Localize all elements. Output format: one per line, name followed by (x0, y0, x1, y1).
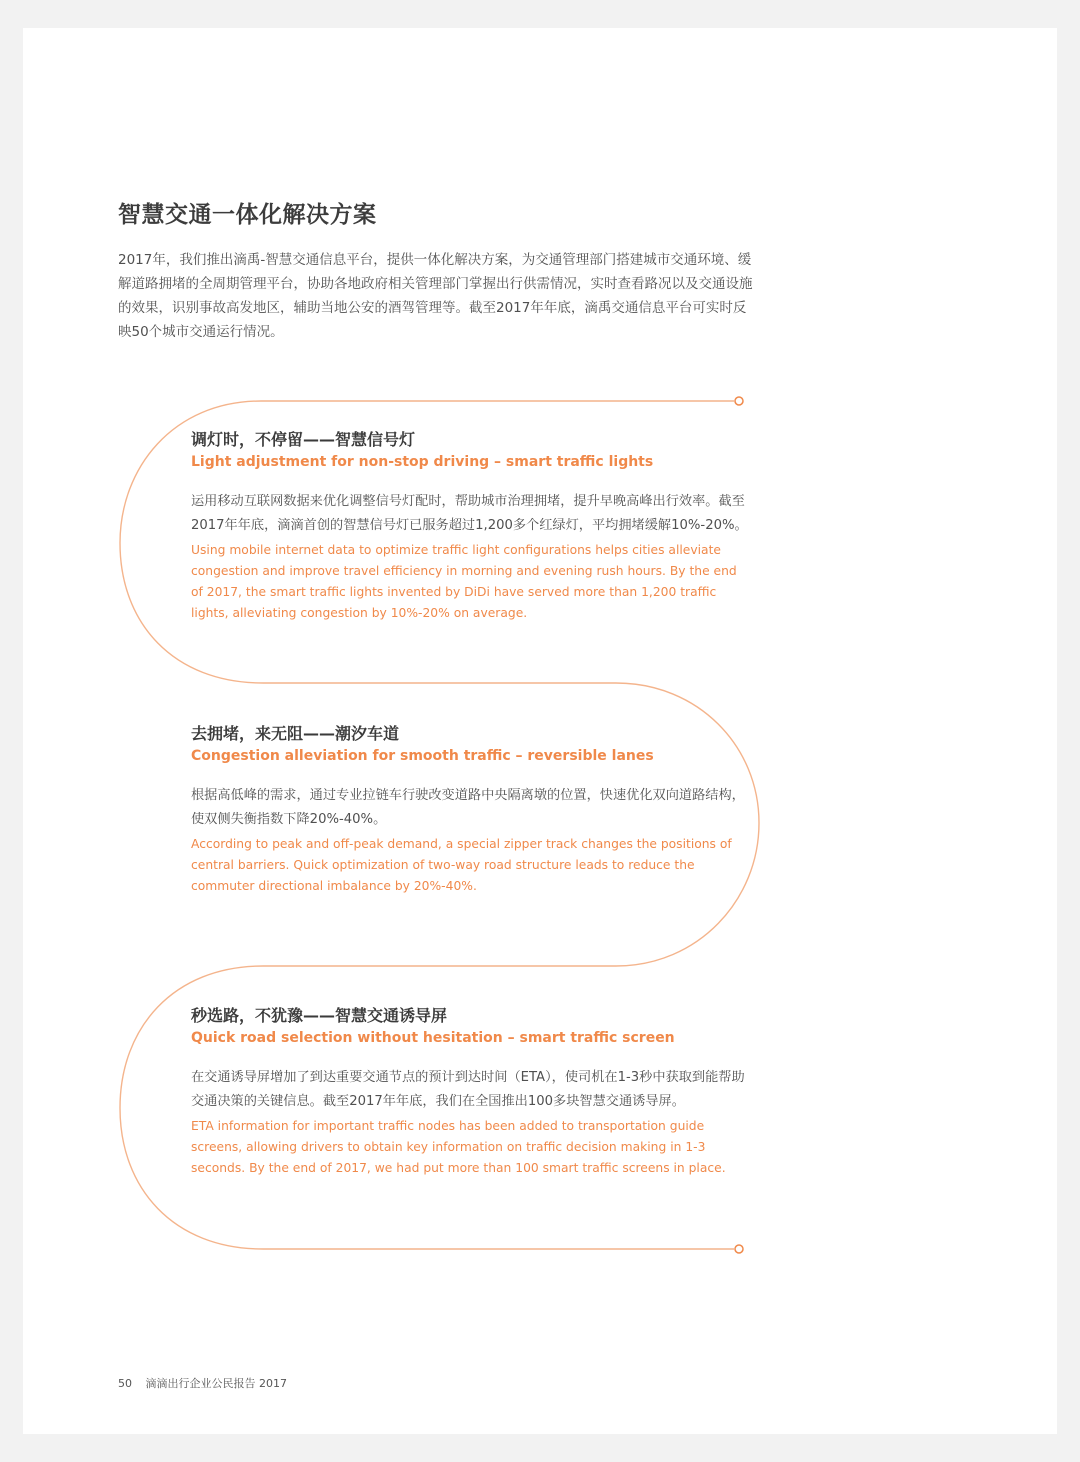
section-title-en: Light adjustment for non-stop driving – smart traffic lights (191, 454, 654, 470)
page-footer (118, 1375, 287, 1391)
section-title-cn: 去拥堵，来无阻——潮汐车道 (191, 724, 400, 743)
section-reversible-lanes (191, 723, 751, 897)
report-title: 滴滴出行企业公民报告 2017 (145, 1377, 287, 1390)
page-number: 50 (118, 1377, 132, 1390)
road-end-dot (735, 1245, 743, 1253)
section-body-en: ETA information for important traffic nodes has been added to transportation guide screens, allowing drivers to obtain key information on traffic decision making in 1-3 seconds. By the end of 2017, we had put more than 100 smart traffic screens in place. (191, 1119, 726, 1175)
section-body-cn: 运用移动互联网数据来优化调整信号灯配时，帮助城市治理拥堵，提升早晚高峰出行效率。截至2017年年底，滴滴首创的智慧信号灯已服务超过1,200多个红绿灯，平均拥堵缓解10%-20%。 (191, 494, 748, 533)
section-title-en: Congestion alleviation for smooth traffic – reversible lanes (191, 748, 654, 764)
section-body-cn: 在交通诱导屏增加了到达重要交通节点的预计到达时间（ETA），使司机在1-3秒中获取到能帮助交通决策的关键信息。截至2017年年底，我们在全国推出100多块智慧交通诱导屏。 (191, 1070, 745, 1109)
report-page (23, 28, 1057, 1434)
section-body-en: Using mobile internet data to optimize traffic light configurations helps cities alleviate congestion and improve travel efficiency in morning and evening rush hours. By the end of 2017, the smart traffic lights invented by DiDi have served more than 1,200 traffic lights, alleviating congestion by 10%-20% on average. (191, 543, 737, 620)
intro-paragraph: 2017年，我们推出滴禹-智慧交通信息平台，提供一体化解决方案，为交通管理部门搭建城市交通环境、缓解道路拥堵的全周期管理平台，协助各地政府相关管理部门掌握出行供需情况，实时查看路况以及交通设施的效果，识别事故高发地区，辅助当地公安的酒驾管理等。截至2017年年底，滴禹交通信息平台可实时反映50个城市交通运行情况。 (118, 252, 753, 340)
section-body-en: According to peak and off-peak demand, a special zipper track changes the positions of central barriers. Quick optimization of two-way road structure leads to reduce the commuter directional imbalance by 20%-40%. (191, 837, 732, 893)
section-smart-traffic-lights (191, 429, 751, 624)
section-title-en: Quick road selection without hesitation – smart traffic screen (191, 1030, 675, 1046)
section-smart-traffic-screen (191, 1005, 751, 1179)
road-start-dot (735, 397, 743, 405)
section-title-cn: 调灯时，不停留——智慧信号灯 (191, 430, 416, 449)
page-title: 智慧交通一体化解决方案 (118, 202, 377, 228)
section-title-cn: 秒选路，不犹豫——智慧交通诱导屏 (191, 1006, 448, 1025)
section-body-cn: 根据高低峰的需求，通过专业拉链车行驶改变道路中央隔离墩的位置，快速优化双向道路结构，使双侧失衡指数下降20%-40%。 (191, 788, 745, 827)
